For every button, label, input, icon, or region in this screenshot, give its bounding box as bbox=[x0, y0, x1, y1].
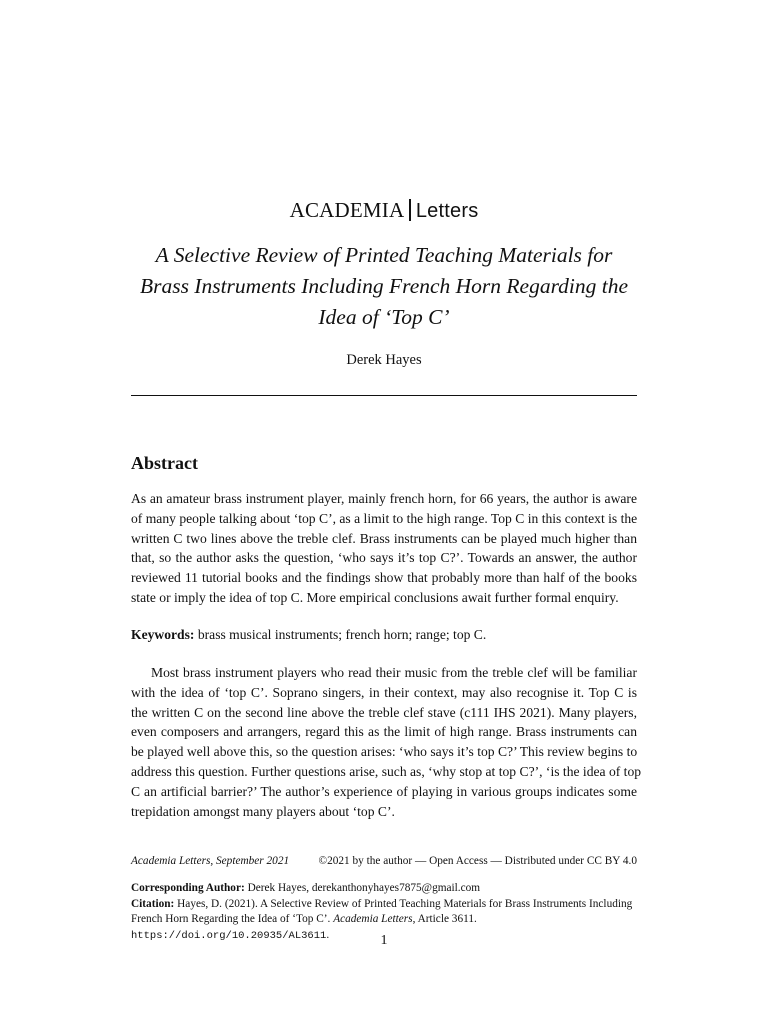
abstract-line: that, so the author asks the question, ‘who says it’s top C?’. Towards an answer, the author bbox=[131, 550, 637, 566]
brand-academia: ACADEMIA bbox=[289, 198, 405, 222]
corr-label: Corresponding Author: bbox=[131, 882, 245, 894]
citation bbox=[131, 897, 637, 913]
abstract-line: written C two lines above the treble clef. Brass instruments can be played much higher than bbox=[131, 530, 637, 546]
body-line: with the idea of ‘top C’. Soprano singers, in their context, may also recognise it. Top C is bbox=[131, 684, 637, 700]
body-line: Most brass instrument players who read their music from the treble clef will be familiar bbox=[151, 665, 637, 680]
citation-line-2: French Horn Regarding the Idea of ‘Top C’. bbox=[131, 913, 331, 925]
body-line: trepidation amongst many players about ‘top C’. bbox=[131, 803, 395, 819]
abstract-line: As an amateur brass instrument player, mainly french horn, for 66 years, the author is aware bbox=[131, 491, 637, 506]
abstract-paragraph bbox=[131, 489, 637, 608]
title-line: Idea of ‘Top C’ bbox=[318, 305, 450, 329]
keywords-label: Keywords: bbox=[131, 627, 195, 642]
body-line: C an artificial barrier?’ The author’s experience of playing in various groups indicates some bbox=[131, 783, 637, 799]
title-line: Brass Instruments Including French Horn Regarding the bbox=[139, 274, 629, 298]
footer-license: ©2021 by the author — Open Access — Distributed under CC BY 4.0 bbox=[318, 855, 637, 867]
abstract-line: reviewed 11 tutorial books and the findings show that probably more than half of the books bbox=[131, 570, 637, 586]
citation-label: Citation: bbox=[131, 897, 175, 910]
abstract-heading: Abstract bbox=[131, 453, 198, 473]
doi-link[interactable]: https://doi.org/10.20935/AL3611 bbox=[131, 929, 327, 942]
body-line: even composers and arrangers, regard this as the limit of high range. Brass instruments can bbox=[131, 724, 637, 740]
brand-letters: Letters bbox=[415, 200, 479, 222]
brand-separator bbox=[409, 199, 411, 221]
corresponding-author bbox=[131, 881, 637, 897]
title-divider bbox=[131, 395, 637, 396]
journal-brand bbox=[0, 198, 768, 223]
keywords-text: brass musical instruments; french horn; range; top C. bbox=[197, 627, 487, 642]
page-number: 1 bbox=[380, 933, 388, 948]
page-footer bbox=[131, 855, 637, 867]
body-line: address this question. Further questions arise, such as, ‘why stop at top C?’, ‘is the idea of top bbox=[131, 763, 642, 779]
corr-text: Derek Hayes, derekanthonyhayes7875@gmail.com bbox=[247, 882, 481, 894]
citation-line-1: Hayes, D. (2021). A Selective Review of Printed Teaching Materials for Brass Instruments Including bbox=[177, 897, 633, 910]
doi-suffix: . bbox=[326, 928, 330, 941]
abstract-line: of many people talking about ‘top C’, as a limit to the high range. Top C in this context is the bbox=[131, 510, 638, 526]
keywords bbox=[131, 625, 637, 645]
paper-title bbox=[120, 240, 648, 333]
footer-journal: Academia Letters, September 2021 bbox=[131, 855, 290, 867]
body-line: the written C on the second line above the treble clef stave (c111 IHS 2021). Many players, bbox=[131, 704, 637, 720]
body-paragraph bbox=[131, 663, 642, 821]
body-line: be played well above this, so the question arises: ‘who says it’s top C?’ This review begins to bbox=[131, 744, 638, 760]
citation-cont bbox=[131, 912, 637, 928]
author-name: Derek Hayes bbox=[346, 352, 422, 368]
citation-article: , Article 3611. bbox=[412, 913, 477, 925]
citation-journal: Academia Letters bbox=[333, 913, 413, 925]
title-line: A Selective Review of Printed Teaching Materials for bbox=[155, 243, 613, 267]
abstract-line: state or imply the idea of top C. More empirical conclusions await further formal enquiry. bbox=[131, 589, 619, 605]
